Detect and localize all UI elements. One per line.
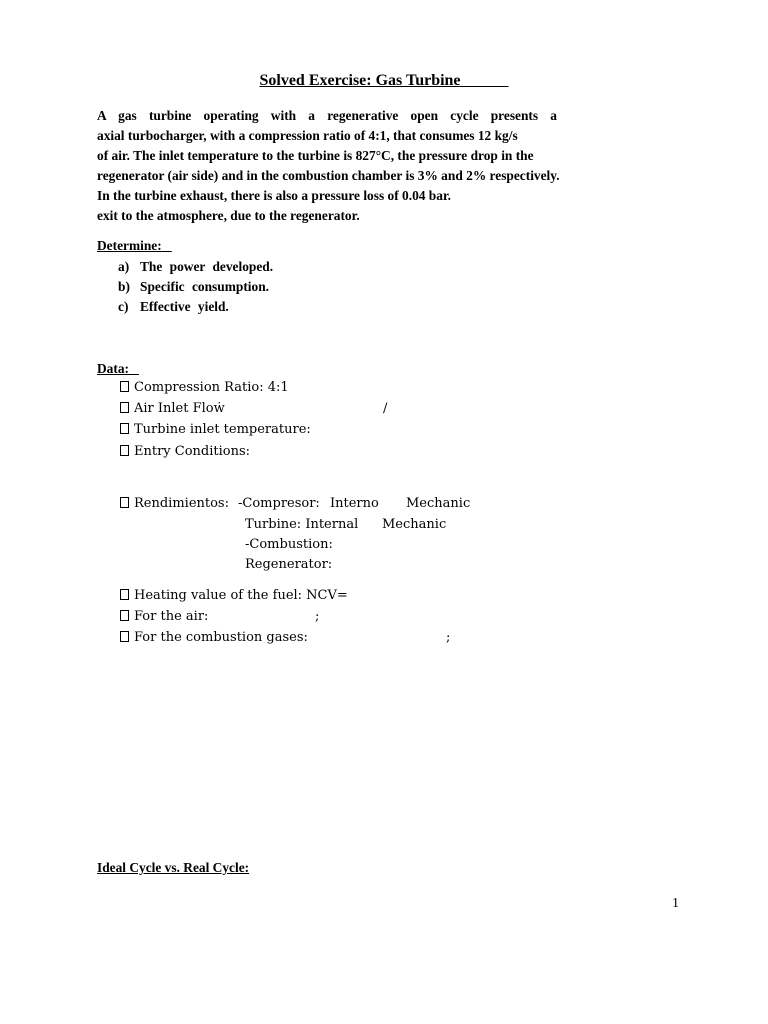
checkbox-bullet-icon <box>120 445 129 456</box>
data-for-gases: For the combustion gases: <box>120 630 308 645</box>
data-compression-ratio: Compression Ratio: 4:1 <box>120 380 289 395</box>
data-turbine-inlet-temp: Turbine inlet temperature: <box>120 422 311 437</box>
intro-line: exit to the atmosphere, due to the regenerator. <box>97 208 360 223</box>
list-item: b) Specific consumption. <box>118 279 269 294</box>
list-item: a) The power developed. <box>118 259 274 274</box>
list-item: c) Effective yield. <box>118 299 229 314</box>
intro-line: regenerator (air side) and in the combustion chamber is 3% and 2% respectively. <box>97 168 560 183</box>
for-gases-separator: ; <box>446 630 451 645</box>
checkbox-bullet-icon <box>120 610 129 621</box>
determine-heading: Determine: <box>97 238 162 253</box>
rendimientos-regenerator: Regenerator: <box>245 557 333 572</box>
rendimientos-turbine: Turbine: Internal <box>245 517 359 532</box>
intro-line: of air. The inlet temperature to the turbine is 827°C, the pressure drop in the <box>97 148 534 163</box>
determine-list <box>118 257 273 317</box>
data-air-inlet-flow: Air Inlet Flow <box>120 401 225 416</box>
page-number: 1 <box>672 896 679 911</box>
rendimientos-mechanic-compressor: Mechanic <box>406 496 471 511</box>
for-air-separator: ; <box>315 609 320 624</box>
intro-line: A gas turbine operating with a regenerative open cycle presents a <box>97 108 557 123</box>
checkbox-bullet-icon <box>120 631 129 642</box>
rendimientos-interno: Interno <box>330 496 379 511</box>
data-entry-conditions: Entry Conditions: <box>120 444 250 459</box>
checkbox-bullet-icon <box>120 423 129 434</box>
data-heating-value: Heating value of the fuel: NCV= <box>120 588 348 603</box>
title-text: Solved Exercise: Gas Turbine <box>259 72 461 89</box>
intro-line: In the turbine exhaust, there is also a pressure loss of 0.04 bar. <box>97 188 452 203</box>
air-flow-unit-slash: / <box>383 401 388 416</box>
cycle-heading: Ideal Cycle vs. Real Cycle: <box>97 860 250 875</box>
data-heading: Data: <box>97 361 129 376</box>
checkbox-bullet-icon <box>120 402 129 413</box>
intro-paragraph <box>97 106 617 226</box>
checkbox-bullet-icon <box>120 589 129 600</box>
page-title <box>0 72 768 90</box>
rendimientos-combustion: -Combustion: <box>245 537 333 552</box>
rendimientos-compresor: -Compresor: <box>238 496 320 511</box>
data-rendimientos: Rendimientos: <box>120 496 229 511</box>
checkbox-bullet-icon <box>120 381 129 392</box>
rendimientos-mechanic-turbine: Mechanic <box>382 517 447 532</box>
intro-line: axial turbocharger, with a compression ratio of 4:1, that consumes 12 kg/s <box>97 128 518 143</box>
checkbox-bullet-icon <box>120 497 129 508</box>
data-for-air: For the air: <box>120 609 208 624</box>
